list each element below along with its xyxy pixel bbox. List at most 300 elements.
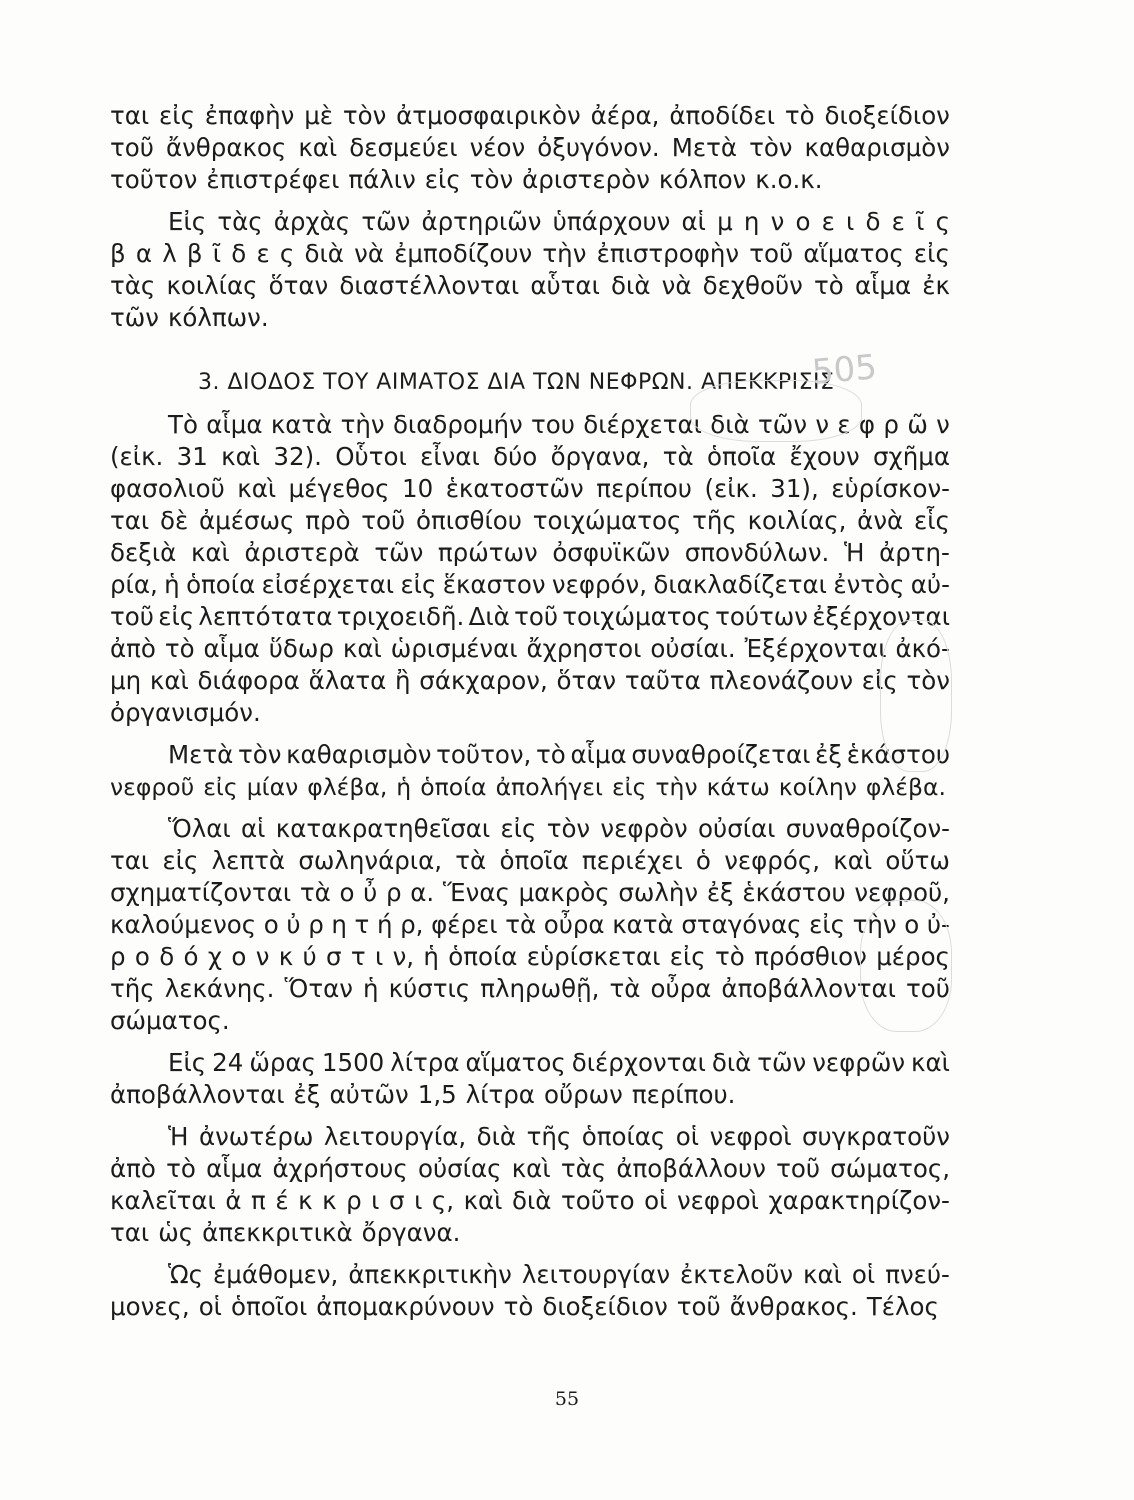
word: τὰς [110, 271, 156, 300]
word: ε [256, 239, 270, 268]
word: νὰ [354, 239, 384, 268]
page-body [110, 100, 950, 1323]
paragraph-gap [110, 1249, 950, 1259]
word: οἱ [198, 1292, 222, 1321]
word: τῶν [374, 538, 424, 567]
word: κοιλίας [166, 271, 258, 300]
word: αἷμα [206, 410, 263, 439]
word: ἀρχὰς [273, 207, 351, 236]
word: ἀχρήστους [272, 1154, 408, 1183]
word: ὐ [286, 910, 301, 939]
word: τὴν [340, 410, 385, 439]
word: ἐπιστροφὴν [596, 239, 740, 268]
word: ο [904, 910, 920, 939]
word: τοῦ [749, 239, 794, 268]
word: αἷμα [206, 1154, 263, 1183]
word: διὰ [304, 239, 344, 268]
paragraph [110, 813, 950, 1037]
paragraph [110, 1047, 950, 1111]
word: νεφρόν, [551, 570, 648, 599]
word: ὡς [158, 1218, 194, 1247]
paragraph [110, 1121, 950, 1249]
word: π [251, 1186, 266, 1215]
word: δὲ [159, 506, 189, 535]
word: μέγεθος [288, 474, 390, 503]
text-line [110, 1259, 950, 1291]
pencil-smudge [860, 900, 952, 1032]
word: πληρωθῇ, [480, 974, 600, 1003]
word: εἰς [809, 910, 846, 939]
text-line [110, 1153, 950, 1185]
word: 1500 [321, 1048, 385, 1077]
word: διὰ [611, 271, 651, 300]
word: ο [339, 878, 355, 907]
word: ἐμάθομεν, [213, 1260, 339, 1289]
word: σταγόνας [681, 910, 802, 939]
word: ο [263, 910, 279, 939]
word: ῖ [212, 239, 222, 268]
word: Τέλος [866, 1292, 939, 1321]
word: εἰς [500, 814, 537, 843]
word: οὔρων [543, 1080, 623, 1109]
text-line [110, 909, 950, 941]
word: ταῦτα [624, 666, 701, 695]
word: διαδρομήν [392, 410, 523, 439]
text-section-before-heading [110, 100, 950, 334]
word: 31 [176, 442, 208, 471]
word: πάλιν [348, 165, 416, 194]
word: διὰ [710, 410, 750, 439]
word: τῶν [757, 1048, 807, 1077]
word: (εἰκ. [704, 474, 758, 503]
pencil-smudge [880, 620, 952, 772]
paragraph [110, 739, 950, 803]
word: αἷμα [570, 740, 627, 769]
word: τὸν [237, 740, 282, 769]
word: έ [275, 1186, 289, 1215]
paragraph-gap [110, 196, 950, 206]
word: καὶ [803, 1260, 842, 1289]
word: νεφροῦ [110, 773, 195, 801]
word: τριχοειδῆ. [336, 602, 465, 631]
word: νὰ [661, 271, 692, 300]
word: ἐπιστρέφει [206, 165, 340, 194]
word: ς, [431, 1186, 455, 1215]
word: τὰς [560, 1154, 607, 1183]
word: ι [374, 942, 384, 971]
word: αὐ- [910, 570, 950, 599]
word: καὶ [190, 538, 230, 567]
word: διὰ [512, 1186, 552, 1215]
word: ἡ [164, 570, 180, 599]
word: περίπου. [631, 1080, 736, 1109]
word: κόλπον [658, 165, 747, 194]
word: δ [159, 942, 175, 971]
word: ο [134, 942, 150, 971]
word: δ [231, 239, 247, 268]
word: δεξιὰ [110, 538, 177, 567]
text-line [110, 1291, 950, 1323]
word: Εἰς [168, 207, 207, 236]
word: Οὗτοι [335, 442, 407, 471]
word: ι [371, 1186, 380, 1215]
word: ἡ [362, 974, 379, 1003]
word: χ [207, 942, 223, 971]
word: τὸ [784, 101, 815, 130]
text-line [110, 633, 950, 665]
word: καὶ [237, 474, 277, 503]
word: ἀπεκκριτικὴν [348, 1260, 512, 1289]
text-line [110, 845, 950, 877]
word: λίτρα [390, 1048, 460, 1077]
word: κατακρατηθεῖσαι [275, 814, 491, 843]
word: αἵματος [465, 1048, 566, 1077]
word: ὡρισμέναι [390, 634, 518, 663]
text-line [110, 1005, 950, 1037]
paragraph [110, 100, 950, 196]
text-line [110, 569, 950, 601]
word: φέρει [431, 910, 498, 939]
word: εἰς [162, 846, 199, 875]
word: καλούμενος [110, 910, 257, 939]
word: ἢ [395, 666, 411, 695]
word: ύ [302, 942, 317, 971]
text-line [110, 973, 950, 1005]
word: λίτρα [465, 1080, 535, 1109]
word: ἔχουν [789, 442, 860, 471]
word: ἀρτηριῶν [421, 207, 542, 236]
word: ἐκτελοῦν [680, 1260, 794, 1289]
text-line [110, 771, 950, 803]
word: τοῦ [514, 602, 558, 631]
word: οἱ [851, 1260, 876, 1289]
word: εἶναι [420, 442, 480, 471]
word: ὖ [363, 878, 378, 907]
word: κάτω [706, 773, 770, 801]
word: καὶ [298, 133, 338, 162]
word: ρ [386, 878, 402, 907]
word: εἰς [158, 602, 195, 631]
word: τὴν [655, 773, 698, 801]
word: λεκάνης. [164, 974, 275, 1003]
word: Ἐξέρχονται [744, 634, 887, 663]
word: ἀποβάλλονται [110, 1080, 285, 1109]
word: σχῆμα [873, 442, 950, 471]
word: τὰ [455, 846, 487, 875]
word: αἵματος [803, 239, 904, 268]
word: τῶν [758, 410, 807, 439]
word: ἐκ [922, 271, 950, 300]
word: οὐσίας [417, 1154, 502, 1183]
word: δεχθοῦν [702, 271, 803, 300]
word: τῶν [110, 303, 159, 332]
word: εἷς [913, 506, 950, 535]
word: τούτων [715, 602, 808, 631]
word: ἑκάστου [742, 878, 846, 907]
word: πνεύ- [885, 1260, 950, 1289]
word: ι [414, 1186, 423, 1215]
text-line [110, 1217, 950, 1249]
word: Εἰς [168, 1048, 207, 1077]
word: ὑπάρχουν [552, 207, 671, 236]
word: τοιχώματος [562, 602, 711, 631]
word: 1,5 [417, 1080, 457, 1109]
word: ὀργανισμόν. [110, 698, 261, 727]
word: λειτουργία, [323, 1122, 467, 1151]
word: ὐ- [926, 910, 950, 939]
word: τῆς [526, 1122, 572, 1151]
word: κόλπων. [167, 303, 269, 332]
word: λειτουργίαν [521, 1260, 670, 1289]
word: ἐντὸς [833, 570, 905, 599]
word: ο [795, 207, 811, 236]
word: Ἡ [168, 1122, 189, 1151]
text-line [110, 813, 950, 845]
text-line [110, 505, 950, 537]
word: τὸν [906, 666, 950, 695]
word: νέον [469, 133, 526, 162]
word: διὰ [476, 1122, 517, 1151]
word: ς [279, 239, 295, 268]
text-line [110, 100, 950, 132]
text-line [110, 1185, 950, 1217]
paragraph-gap [110, 729, 950, 739]
word: ῖ [916, 207, 925, 236]
word: ρ [883, 410, 899, 439]
word: νεφροὶ [676, 1186, 759, 1215]
word: ὥρας [249, 1048, 316, 1077]
word: τοῦ [776, 1154, 821, 1183]
word: ὁποῖα [706, 442, 777, 471]
text-line [110, 132, 950, 164]
word: ἐξ [706, 878, 734, 907]
text-line [110, 441, 950, 473]
word: ἄνθρακος. [729, 1292, 858, 1321]
word: ὁποίας [581, 1122, 666, 1151]
text-line [110, 206, 950, 238]
word: Διὰ [468, 602, 510, 631]
word: αἱ [681, 207, 706, 236]
word: σωλὴν [618, 878, 699, 907]
word: δύο [493, 442, 538, 471]
word: διέρχονται [571, 1048, 706, 1077]
word: οὖρα [543, 910, 605, 939]
word: ἀμέσως [199, 506, 295, 535]
word: φλέβα, [307, 773, 388, 801]
word: ὄργανα, [550, 442, 650, 471]
word: ν [936, 410, 950, 439]
word: σχηματίζονται [110, 878, 292, 907]
word: περιέχει [581, 846, 683, 875]
word: Ὅταν [284, 974, 353, 1003]
word: ἐμποδίζουν [394, 239, 533, 268]
word: συναθροίζον- [785, 814, 950, 843]
word: τοῦ [676, 1292, 721, 1321]
word: σ [326, 942, 342, 971]
word: τοῦ [906, 974, 950, 1003]
pencil-annotation: 505 [810, 347, 879, 393]
word: νεφρὸν [600, 814, 688, 843]
text-line [110, 697, 950, 729]
word: ῶ [907, 410, 928, 439]
word: μίαν [246, 773, 299, 801]
word: ἀποβάλλουν [616, 1154, 766, 1183]
word: Μετὰ [671, 133, 738, 162]
word: τὸν [342, 101, 387, 130]
word: ρία, [110, 570, 158, 599]
word: διοξείδιον [542, 1292, 668, 1321]
word: ὄργανα. [361, 1218, 461, 1247]
word: διέρχεται [583, 410, 702, 439]
word: κοίλην [778, 773, 857, 801]
paragraph [110, 1259, 950, 1323]
text-line [110, 302, 950, 334]
word: χαρακτηρίζον- [768, 1186, 950, 1215]
word: ἐξέρχονται [812, 602, 950, 631]
word: φλέβα. [865, 773, 946, 801]
word: τοιχώματος [532, 506, 682, 535]
word: ὁποῖα [499, 846, 569, 875]
word: ν [770, 207, 785, 236]
word: μέρος [876, 942, 950, 971]
word: τοῦτον [110, 165, 198, 194]
word: οἱ [644, 1186, 668, 1215]
word: νεφροῦ, [854, 878, 950, 907]
word: αἱ [241, 814, 266, 843]
word: οὖρα [650, 974, 712, 1003]
text-line [110, 473, 950, 505]
text-line [110, 601, 950, 633]
word: πρώτων [437, 538, 538, 567]
word: ἀποδίδει [669, 101, 776, 130]
word: νεφρῶν [812, 1048, 906, 1077]
word: περίπου [596, 474, 692, 503]
word: εἰς [669, 942, 706, 971]
word: ὅταν [556, 666, 617, 695]
word: διοξείδιον [824, 101, 950, 130]
word: τὰ [505, 910, 537, 939]
word: ἀρτη- [879, 538, 950, 567]
word: τὸ [814, 271, 844, 300]
word: καὶ [342, 634, 382, 663]
word: ται [110, 1218, 150, 1247]
word: νεφροὶ [709, 1122, 792, 1151]
word: μ [717, 207, 733, 236]
word: ν [815, 410, 830, 439]
word: εἰς [159, 101, 195, 130]
word: καὶ [511, 1154, 551, 1183]
word: 24 [212, 1048, 244, 1077]
word: ε [837, 410, 851, 439]
word: τὴν [852, 910, 897, 939]
word: τὰ [662, 442, 694, 471]
word: ε [891, 207, 905, 236]
word: αἷμα [203, 634, 260, 663]
word: τ [354, 910, 370, 939]
word: σπονδύλων. [684, 538, 830, 567]
word: καὶ [149, 666, 189, 695]
word: ἐξ [293, 1080, 321, 1109]
word: Μετὰ [168, 740, 234, 769]
word: η [331, 910, 347, 939]
word: καὶ [221, 442, 261, 471]
word: ἀ [225, 1186, 242, 1215]
word: ἑκατοστῶν [445, 474, 584, 503]
word: φ [858, 410, 876, 439]
word: οὐσίαι [698, 814, 776, 843]
word: δεσμεύει [349, 133, 458, 162]
word: τὸ [536, 740, 566, 769]
word: (εἰκ. [110, 442, 164, 471]
word: τὰς [217, 207, 263, 236]
word: καὶ [911, 1048, 950, 1077]
text-line [110, 877, 950, 909]
word: ἑκάστου [846, 740, 950, 769]
word: ρ [110, 942, 126, 971]
word: κοιλίας, [747, 506, 847, 535]
word: εὑρίσκον- [831, 474, 950, 503]
word: Ὅλαι [168, 814, 231, 843]
word: τὸ [715, 942, 745, 971]
word: ἄχρηστοι [526, 634, 642, 663]
word: λ [162, 239, 177, 268]
page-number: 55 [554, 1388, 580, 1410]
word: η [743, 207, 760, 236]
word: τοῦτον, [436, 740, 532, 769]
word: διάφορα [197, 666, 300, 695]
word: 31), [770, 474, 819, 503]
word: ἀπὸ [110, 1154, 156, 1183]
word: α [135, 239, 152, 268]
word: σωληνάρια, [298, 846, 443, 875]
section-heading: 3. ΔΙΟΔΟΣ ΤΟΥ ΑΙΜΑΤΟΣ ΔΙΑ ΤΩΝ ΝΕΦΡΩΝ. ΑΠΕΚΚΡΙΣΙΣ [198, 370, 835, 395]
word: ι [846, 207, 855, 236]
word: ό [183, 942, 199, 971]
text-line [110, 739, 950, 771]
word: Ὡς [168, 1260, 204, 1289]
word: 10 [402, 474, 434, 503]
word: κατὰ [270, 410, 333, 439]
pencil-smudge [690, 380, 862, 442]
paragraph-gap [110, 1111, 950, 1121]
word: β [110, 239, 126, 268]
word: διὰ [711, 1048, 752, 1077]
word: καθαρισμὸν [804, 133, 950, 162]
word: μὲ [304, 101, 334, 130]
word: Ἡ [843, 538, 865, 567]
word: ὅταν [268, 271, 329, 300]
word: ἀτμοσφαιρικὸν [396, 101, 581, 130]
word: τὸ [503, 1292, 534, 1321]
word: εἰς [861, 666, 898, 695]
word: ται [110, 506, 150, 535]
word: πλεονάζουν [709, 666, 854, 695]
word: κ.ο.κ. [755, 165, 823, 194]
word: ὁποία [420, 773, 487, 801]
word: εἰς [913, 239, 950, 268]
word: πρὸ [305, 506, 351, 535]
word: ἀκό- [895, 634, 950, 663]
word: ε [821, 207, 835, 236]
paragraph [110, 409, 950, 729]
word: εἰς [203, 773, 238, 801]
word: τὰ [609, 974, 641, 1003]
word: τὸν [469, 165, 514, 194]
word: αὗται [530, 271, 600, 300]
word: τῶν [361, 207, 411, 236]
text-line [110, 1047, 950, 1079]
word: ἄνθρακος [165, 133, 287, 162]
